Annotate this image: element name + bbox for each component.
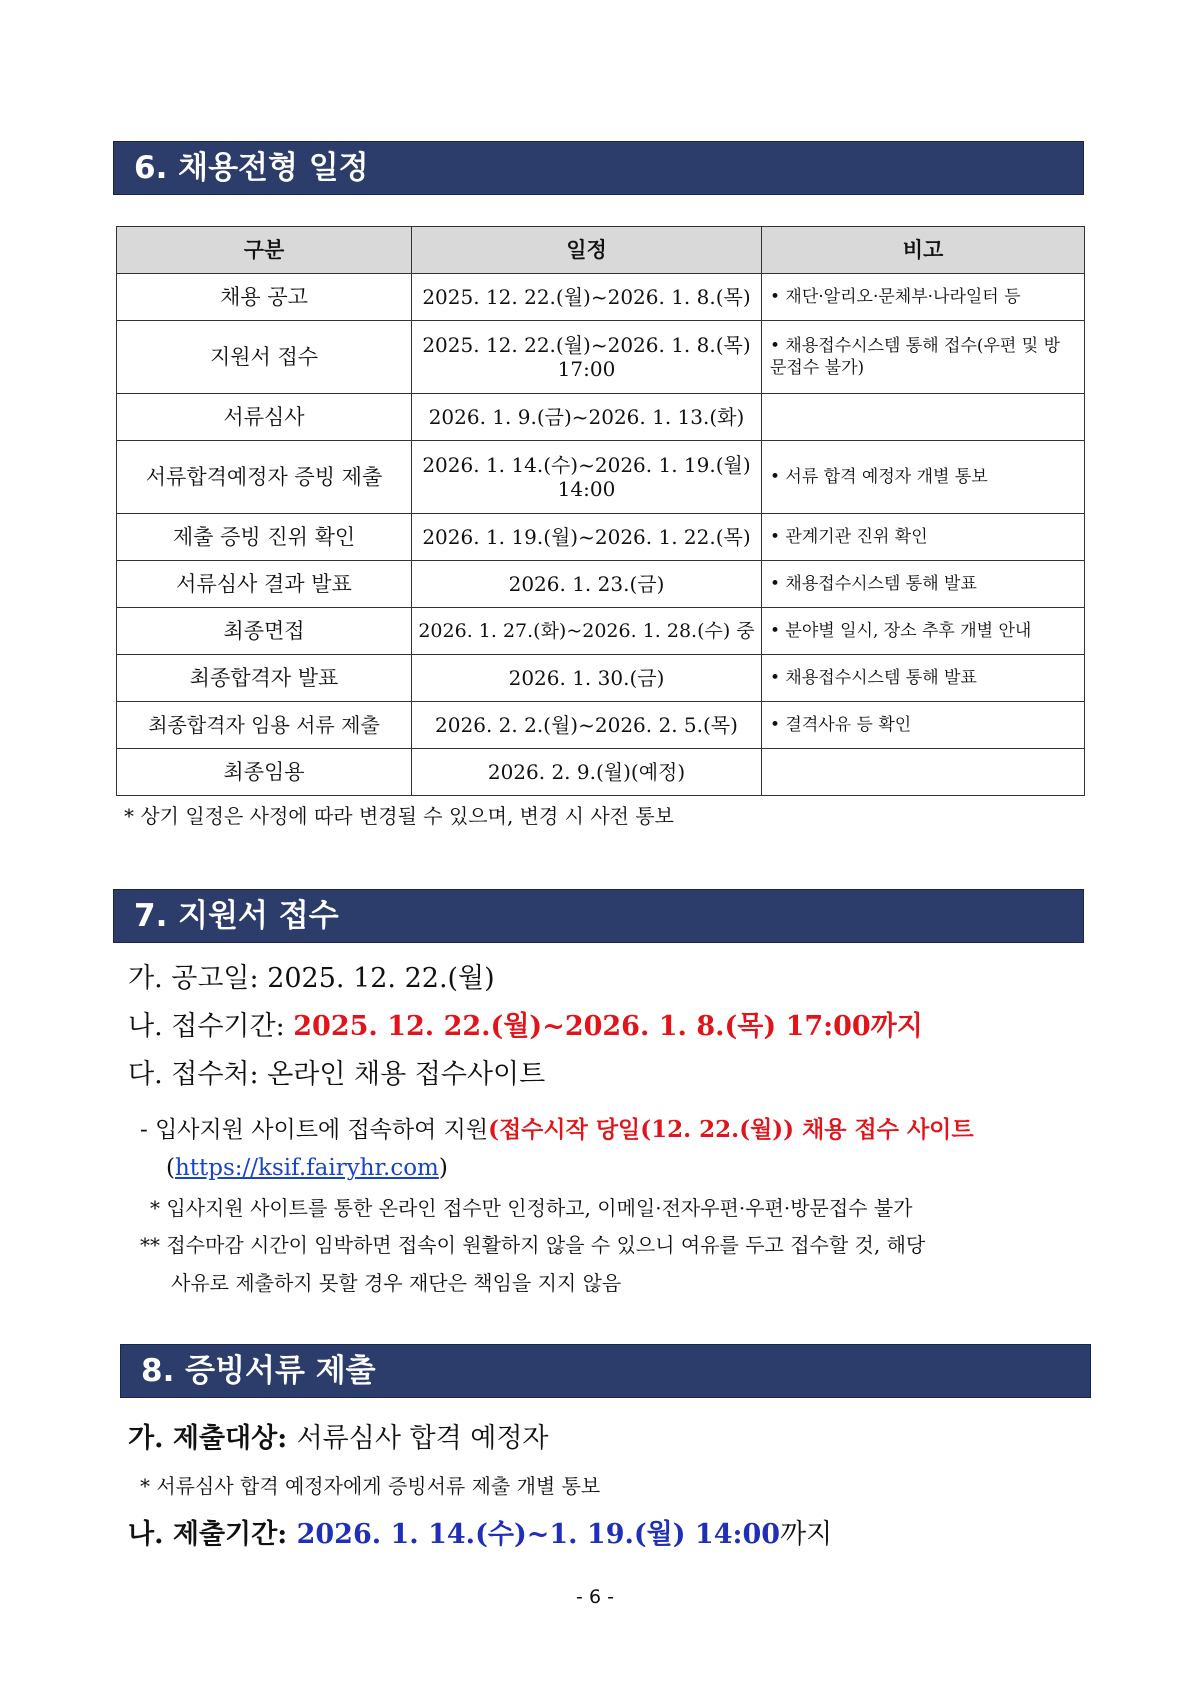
table-row — [117, 655, 1085, 702]
row-note: • 채용접수시스템 통해 발표 — [762, 655, 1085, 702]
apply-note-1: * 입사지원 사이트를 통한 온라인 접수만 인정하고, 이메일·전자우편·우편·방문접수 불가 — [150, 1196, 913, 1220]
table-row — [117, 702, 1085, 749]
schedule-table — [116, 226, 1085, 796]
page-number: - 6 - — [576, 1586, 614, 1608]
row-gubun: 제출 증빙 진위 확인 — [117, 514, 412, 561]
table-row — [117, 608, 1085, 655]
apply-b-value: 2025. 12. 22.(월)~2026. 1. 8.(목) 17:00까지 — [293, 1011, 923, 1042]
proof-a-note: * 서류심사 합격 예정자에게 증빙서류 제출 개별 통보 — [140, 1474, 601, 1498]
row-date: 2026. 1. 19.(월)~2026. 1. 22.(목) — [412, 514, 762, 561]
apply-c-label: 다. 접수처: — [128, 1059, 268, 1090]
table-row — [117, 749, 1085, 796]
header-gubun: 구분 — [117, 227, 412, 274]
proof-a-label: 가. 제출대상: — [128, 1423, 297, 1454]
row-note — [762, 749, 1085, 796]
row-gubun: 최종합격자 임용 서류 제출 — [117, 702, 412, 749]
table-row — [117, 514, 1085, 561]
row-date: 2025. 12. 22.(월)~2026. 1. 8.(목) 17:00 — [412, 321, 762, 394]
header-note: 비고 — [762, 227, 1085, 274]
row-note: • 채용접수시스템 통해 발표 — [762, 561, 1085, 608]
table-row — [117, 441, 1085, 514]
apply-note-2-line1: ** 접수마감 시간이 임박하면 접속이 원활하지 않을 수 있으니 여유를 두고 접수할 것, 해당 — [140, 1233, 926, 1257]
apply-d-red: (접수시작 당일(12. 22.(월)) 채용 접수 사이트 — [488, 1116, 974, 1143]
row-gubun: 최종면접 — [117, 608, 412, 655]
row-date: 2026. 2. 2.(월)~2026. 2. 5.(목) — [412, 702, 762, 749]
proof-b-label: 나. 제출기간: — [128, 1519, 297, 1550]
row-date: 2026. 1. 27.(화)~2026. 1. 28.(수) 중 — [412, 608, 762, 655]
section-6-title: 6. 채용전형 일정 — [134, 150, 369, 186]
apply-a-value: 2025. 12. 22.(월) — [267, 963, 495, 994]
proof-b-value: 2026. 1. 14.(수)~1. 19.(월) 14:00 — [296, 1519, 781, 1550]
row-gubun: 채용 공고 — [117, 274, 412, 321]
apply-note-2-line2: 사유로 제출하지 못할 경우 재단은 책임을 지지 않음 — [171, 1271, 622, 1295]
proof-item-b — [128, 1512, 832, 1551]
row-gubun: 서류합격예정자 증빙 제출 — [117, 441, 412, 514]
row-note: • 채용접수시스템 통해 접수(우편 및 방문접수 불가) — [762, 321, 1085, 394]
row-date: 2026. 1. 23.(금) — [412, 561, 762, 608]
row-date: 2026. 1. 9.(금)~2026. 1. 13.(화) — [412, 394, 762, 441]
row-date: 2025. 12. 22.(월)~2026. 1. 8.(목) — [412, 274, 762, 321]
proof-a-value: 서류심사 합격 예정자 — [296, 1423, 549, 1454]
section-7-title: 7. 지원서 접수 — [134, 898, 339, 934]
row-note: • 분야별 일시, 장소 추후 개별 안내 — [762, 608, 1085, 655]
apply-d-prefix: - 입사지원 사이트에 접속하여 지원 — [140, 1117, 489, 1143]
section-8-header — [120, 1344, 1091, 1398]
row-note — [762, 394, 1085, 441]
row-date: 2026. 2. 9.(월)(예정) — [412, 749, 762, 796]
section-7-header — [113, 889, 1084, 943]
proof-item-a — [128, 1416, 548, 1455]
table-row — [117, 394, 1085, 441]
row-date: 2026. 1. 14.(수)~2026. 1. 19.(월) 14:00 — [412, 441, 762, 514]
apply-item-b — [128, 1004, 923, 1043]
section-8-title: 8. 증빙서류 제출 — [141, 1353, 376, 1389]
row-gubun: 서류심사 — [117, 394, 412, 441]
row-gubun: 지원서 접수 — [117, 321, 412, 394]
row-note: • 관계기관 진위 확인 — [762, 514, 1085, 561]
row-date: 2026. 1. 30.(금) — [412, 655, 762, 702]
apply-item-a — [128, 956, 495, 995]
proof-b-tail: 까지 — [780, 1519, 833, 1550]
apply-site-link[interactable]: https://ksif.fairyhr.com — [174, 1155, 439, 1181]
apply-b-label: 나. 접수기간: — [128, 1011, 294, 1042]
apply-d-open: ( — [166, 1155, 175, 1181]
row-gubun: 최종합격자 발표 — [117, 655, 412, 702]
table-row — [117, 274, 1085, 321]
row-note: • 재단·알리오·문체부·나라일터 등 — [762, 274, 1085, 321]
row-gubun: 최종임용 — [117, 749, 412, 796]
section-6-header — [113, 141, 1084, 195]
apply-d-close: ) — [438, 1155, 448, 1181]
apply-item-c — [128, 1052, 545, 1091]
apply-item-d — [140, 1111, 974, 1144]
apply-a-label: 가. 공고일: — [128, 963, 268, 994]
table-row — [117, 321, 1085, 394]
apply-c-value: 온라인 채용 접수사이트 — [267, 1059, 546, 1090]
apply-link-line — [166, 1155, 448, 1181]
table-header-row — [117, 227, 1085, 274]
schedule-footnote: * 상기 일정은 사정에 따라 변경될 수 있으며, 변경 시 사전 통보 — [124, 804, 674, 828]
row-gubun: 서류심사 결과 발표 — [117, 561, 412, 608]
header-date: 일정 — [412, 227, 762, 274]
row-note: • 결격사유 등 확인 — [762, 702, 1085, 749]
row-note: • 서류 합격 예정자 개별 통보 — [762, 441, 1085, 514]
table-row — [117, 561, 1085, 608]
